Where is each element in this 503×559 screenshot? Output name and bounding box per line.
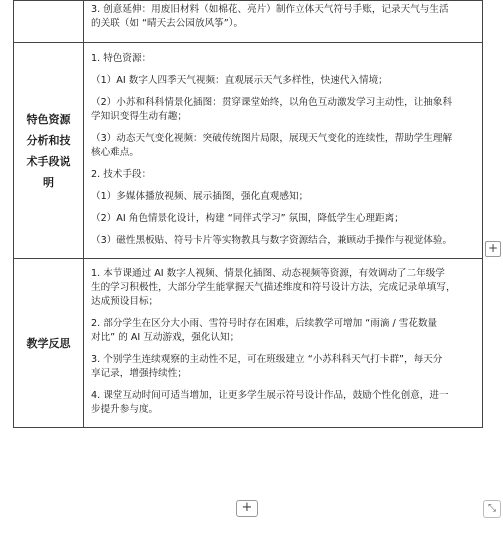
paragraph-line: （3）磁性黑板贴、符号卡片等实物教具与数字资源结合，兼顾动手操作与视觉体验。	[91, 235, 453, 246]
paragraph-line: 生的学习积极性，大部分学生能掌握天气描述维度和符号设计方法，完成记录单填写，	[91, 282, 456, 293]
add-column-button[interactable]: +	[485, 241, 501, 257]
paragraph-line: 1. 本节课通过 AI 数字人视频、情景化插图、动态视频等资源，有效调动了二年级学	[91, 268, 445, 279]
paragraph-line: 1. 特色资源：	[91, 53, 152, 64]
resources-content-cell[interactable]	[84, 43, 483, 259]
paragraph-line: 享记录，增强持续性；	[91, 368, 187, 379]
paragraph-line: 的关联（如 “晴天去公园放风筝”）。	[91, 18, 244, 29]
reflection-label-cell	[14, 259, 84, 428]
paragraph-line: （3）动态天气变化视频：突破传统图片局限，展现天气变化的连续性，帮助学生理解	[91, 133, 453, 144]
row-label: 特色资源	[26, 112, 71, 126]
row-label: 明	[43, 175, 54, 189]
resources-label-cell	[14, 43, 84, 259]
paragraph-line: 3. 个别学生连续观察的主动性不足，可在班级建立 “小苏科科天气打卡群”，每天分	[91, 354, 443, 365]
reflection-content-cell[interactable]	[84, 259, 483, 428]
paragraph-line: 核心难点。	[91, 147, 139, 158]
table-row	[14, 259, 483, 428]
paragraph-line: （1）AI 数字人四季天气视频：直观展示天气多样性，快速代入情境；	[91, 75, 388, 86]
paragraph-line: 2. 部分学生在区分大小雨、雪符号时存在困难，后续教学可增加 “雨滴 / 雪花数量	[91, 318, 438, 329]
paragraph-line: 2. 技术手段：	[91, 169, 152, 180]
row-label: 分析和技	[26, 133, 71, 147]
table-row	[14, 43, 483, 259]
creative-extension-cell[interactable]	[84, 1, 483, 43]
paragraph-line: 对比” 的 AI 互动游戏，强化认知；	[91, 332, 240, 343]
add-row-button[interactable]: +	[236, 500, 258, 517]
paragraph-line: （2）AI 角色情景化设计，构建 “同伴式学习” 氛围，降低学生心理距离；	[91, 213, 404, 224]
table-row	[14, 1, 483, 43]
paragraph-line: （1）多媒体播放视频、展示插图，强化直观感知；	[91, 191, 309, 202]
paragraph-line: 步提升参与度。	[91, 404, 159, 415]
paragraph-line: （2）小苏和科科情景化插图：贯穿课堂始终，以角色互动激发学习主动性，让抽象科	[91, 97, 453, 108]
row-label: 教学反思	[26, 336, 71, 350]
lesson-plan-table	[13, 0, 483, 428]
paragraph-line: 学知识变得生动有趣；	[91, 111, 187, 122]
paragraph-line: 达成预设目标；	[91, 296, 159, 307]
paragraph-line: 3. 创意延伸：用废旧材料（如棉花、亮片）制作立体天气符号手账，记录天气与生活	[91, 4, 449, 15]
row-label: 术手段说	[26, 154, 71, 168]
paragraph-line: 4. 课堂互动时间可适当增加，让更多学生展示符号设计作品，鼓励个性化创意，进一	[91, 390, 449, 401]
empty-label-cell	[14, 1, 84, 43]
resize-handle-icon[interactable]: ⤡	[483, 500, 501, 518]
